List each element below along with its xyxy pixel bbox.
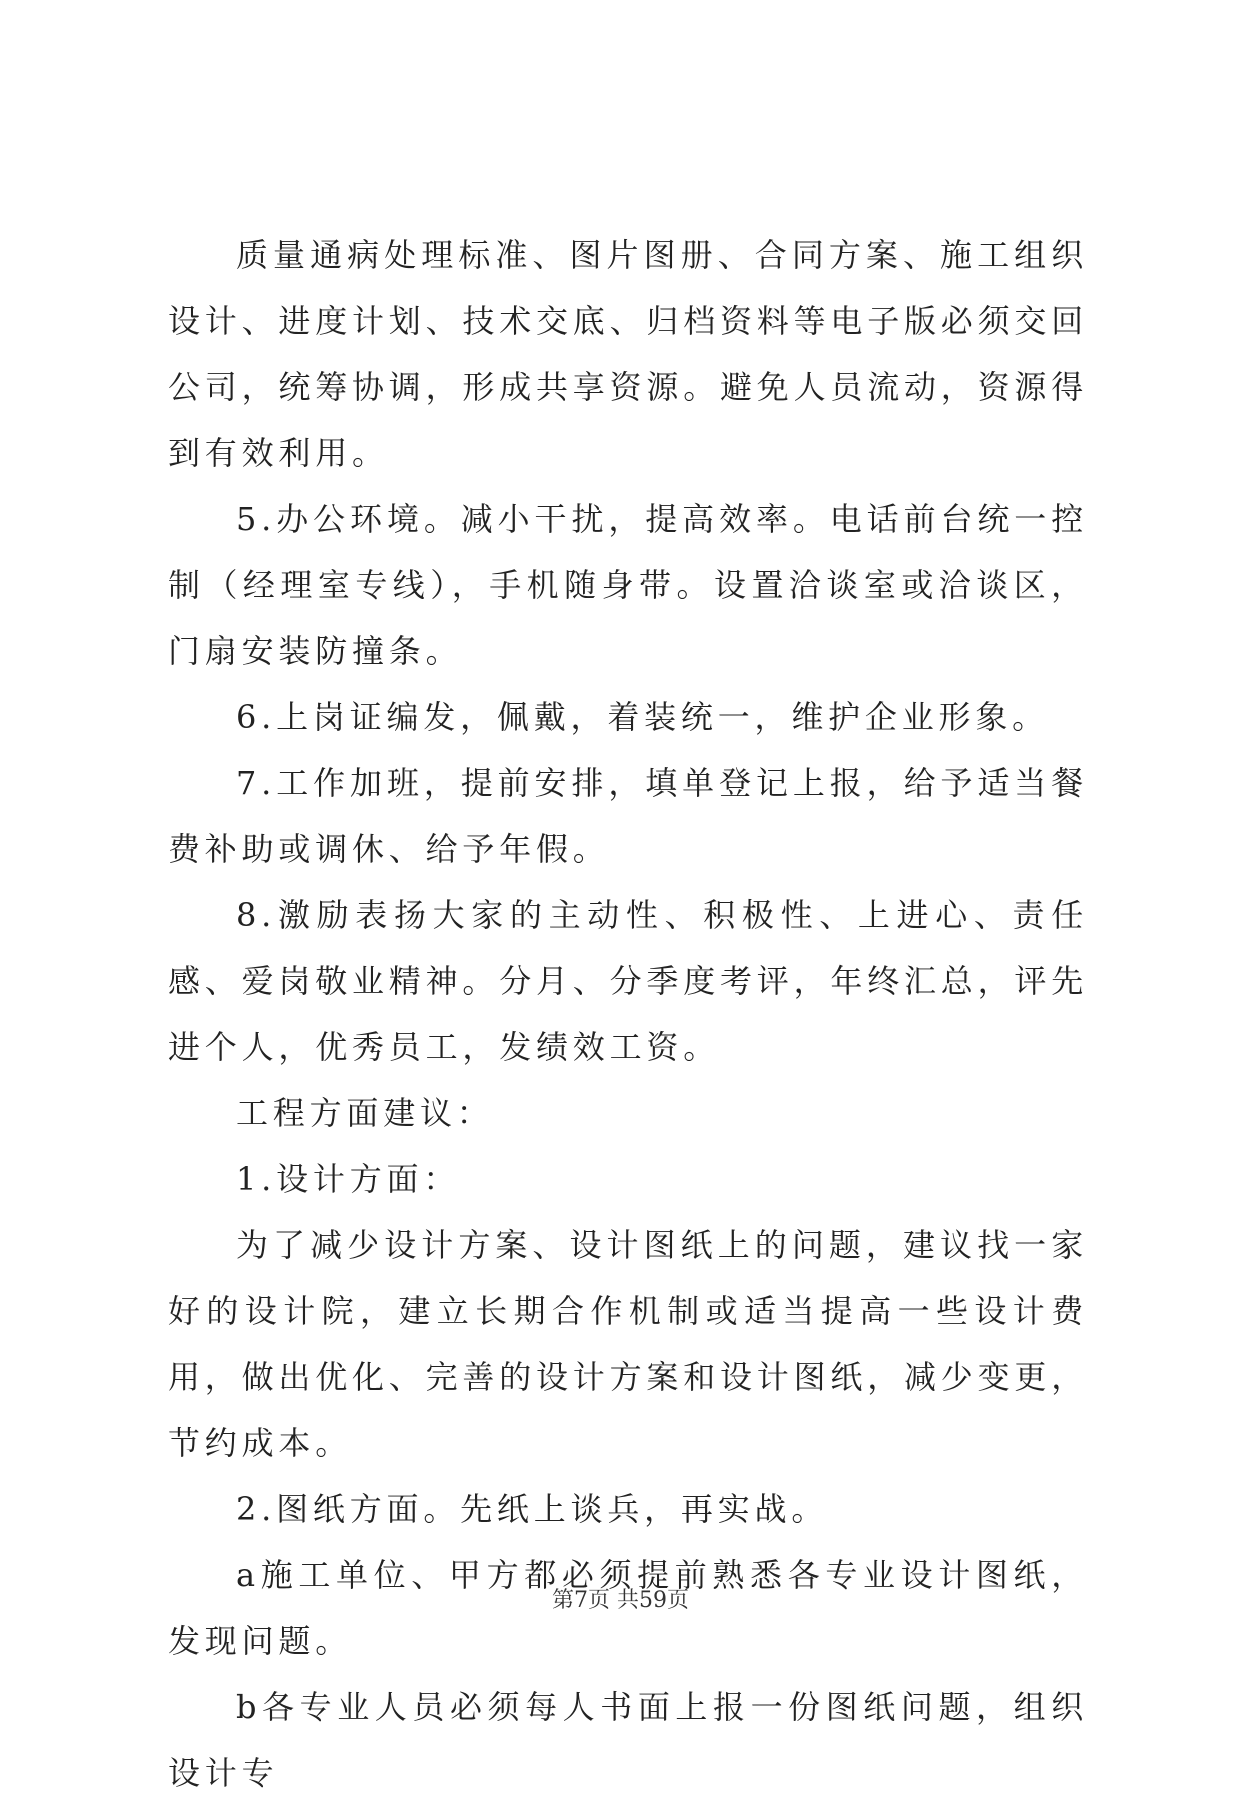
section-heading: 工程方面建议：: [236, 1094, 494, 1132]
paragraph: 7.工作加班，提前安排，填单登记上报，给予适当餐费补助或调休、给予年假。: [168, 764, 1088, 868]
page-number-footer: 第7页 共59页: [552, 1588, 689, 1613]
paragraph: a施工单位、甲方都必须提前熟悉各专业设计图纸，发现问题。: [168, 1556, 1088, 1660]
paragraph: 质量通病处理标准、图片图册、合同方案、施工组织设计、进度计划、技术交底、归档资料等电子版必须交回公司，统筹协调，形成共享资源。避免人员流动，资源得到有效利用。: [168, 236, 1089, 472]
paragraph: 5.办公环境。减小干扰，提高效率。电话前台统一控制（经理室专线），手机随身带。设置洽谈室或洽谈区，门扇安装防撞条。: [168, 500, 1088, 670]
document-body: [168, 222, 1088, 1806]
paragraph: b各专业人员必须每人书面上报一份图纸问题，组织设计专: [168, 1688, 1088, 1792]
paragraph: 为了减少设计方案、设计图纸上的问题，建议找一家好的设计院，建立长期合作机制或适当提高一些设计费用，做出优化、完善的设计方案和设计图纸，减少变更，节约成本。: [168, 1226, 1089, 1462]
paragraph: 6.上岗证编发，佩戴，着装统一，维护企业形象。: [236, 698, 1049, 736]
paragraph: 2.图纸方面。先纸上谈兵，再实战。: [236, 1490, 829, 1528]
paragraph: 8.激励表扬大家的主动性、积极性、上进心、责任感、爱岗敬业精神。分月、分季度考评，年终汇总，评先进个人，优秀员工，发绩效工资。: [168, 896, 1089, 1066]
subsection-heading: 1.设计方面：: [236, 1160, 461, 1198]
